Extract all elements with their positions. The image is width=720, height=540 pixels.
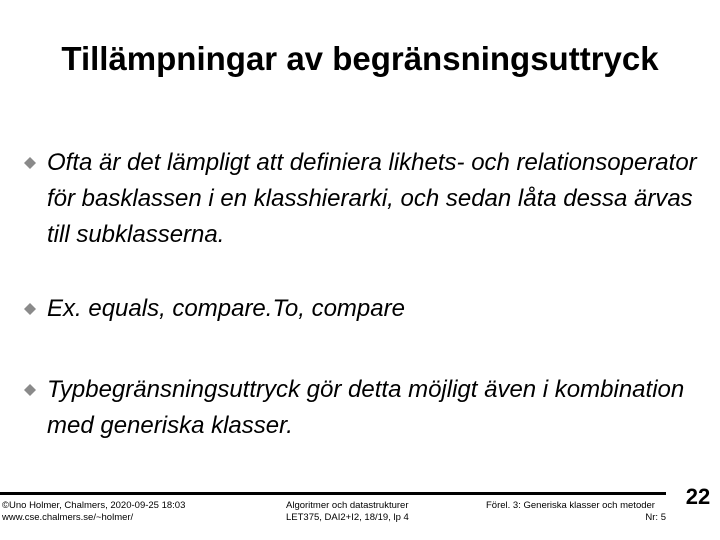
- footer-divider: [0, 492, 666, 495]
- footer-author-line: ©Uno Holmer, Chalmers, 2020-09-25 18:03: [2, 500, 186, 511]
- footer-course-line: Algoritmer och datastrukturer: [286, 500, 409, 511]
- footer-author: [2, 500, 185, 524]
- diamond-bullet-icon: [24, 303, 36, 315]
- slide-title: Tillämpningar av begränsningsuttryck: [61, 40, 659, 77]
- bullet-text: Typbegränsningsuttryck gör detta möjligt även i kombination med generiska klasser.: [47, 376, 685, 439]
- diamond-bullet-icon: [24, 384, 36, 396]
- footer-lecture: [486, 500, 666, 524]
- footer-slide-number: Nr: 5: [645, 512, 666, 523]
- footer-course-code: LET375, DAI2+I2, 18/19, lp 4: [286, 512, 409, 523]
- bullet-item: [20, 291, 700, 327]
- page-number: 22: [685, 484, 711, 509]
- diamond-bullet-icon: [24, 157, 36, 169]
- bullet-item: [20, 145, 700, 253]
- footer-lecture-line: Förel. 3: Generiska klasser och metoder: [486, 500, 655, 511]
- bullet-text: Ofta är det lämpligt att definiera likhets- och relationsoperator för basklassen i en klasshierarki, och sedan låta dessa ärvas till subklasserna.: [47, 149, 697, 248]
- footer-course: [286, 500, 409, 524]
- footer-url: www.cse.chalmers.se/~holmer/: [2, 512, 134, 523]
- bullet-text: Ex. equals, compare.To, compare: [47, 295, 405, 322]
- bullet-item: [20, 372, 700, 444]
